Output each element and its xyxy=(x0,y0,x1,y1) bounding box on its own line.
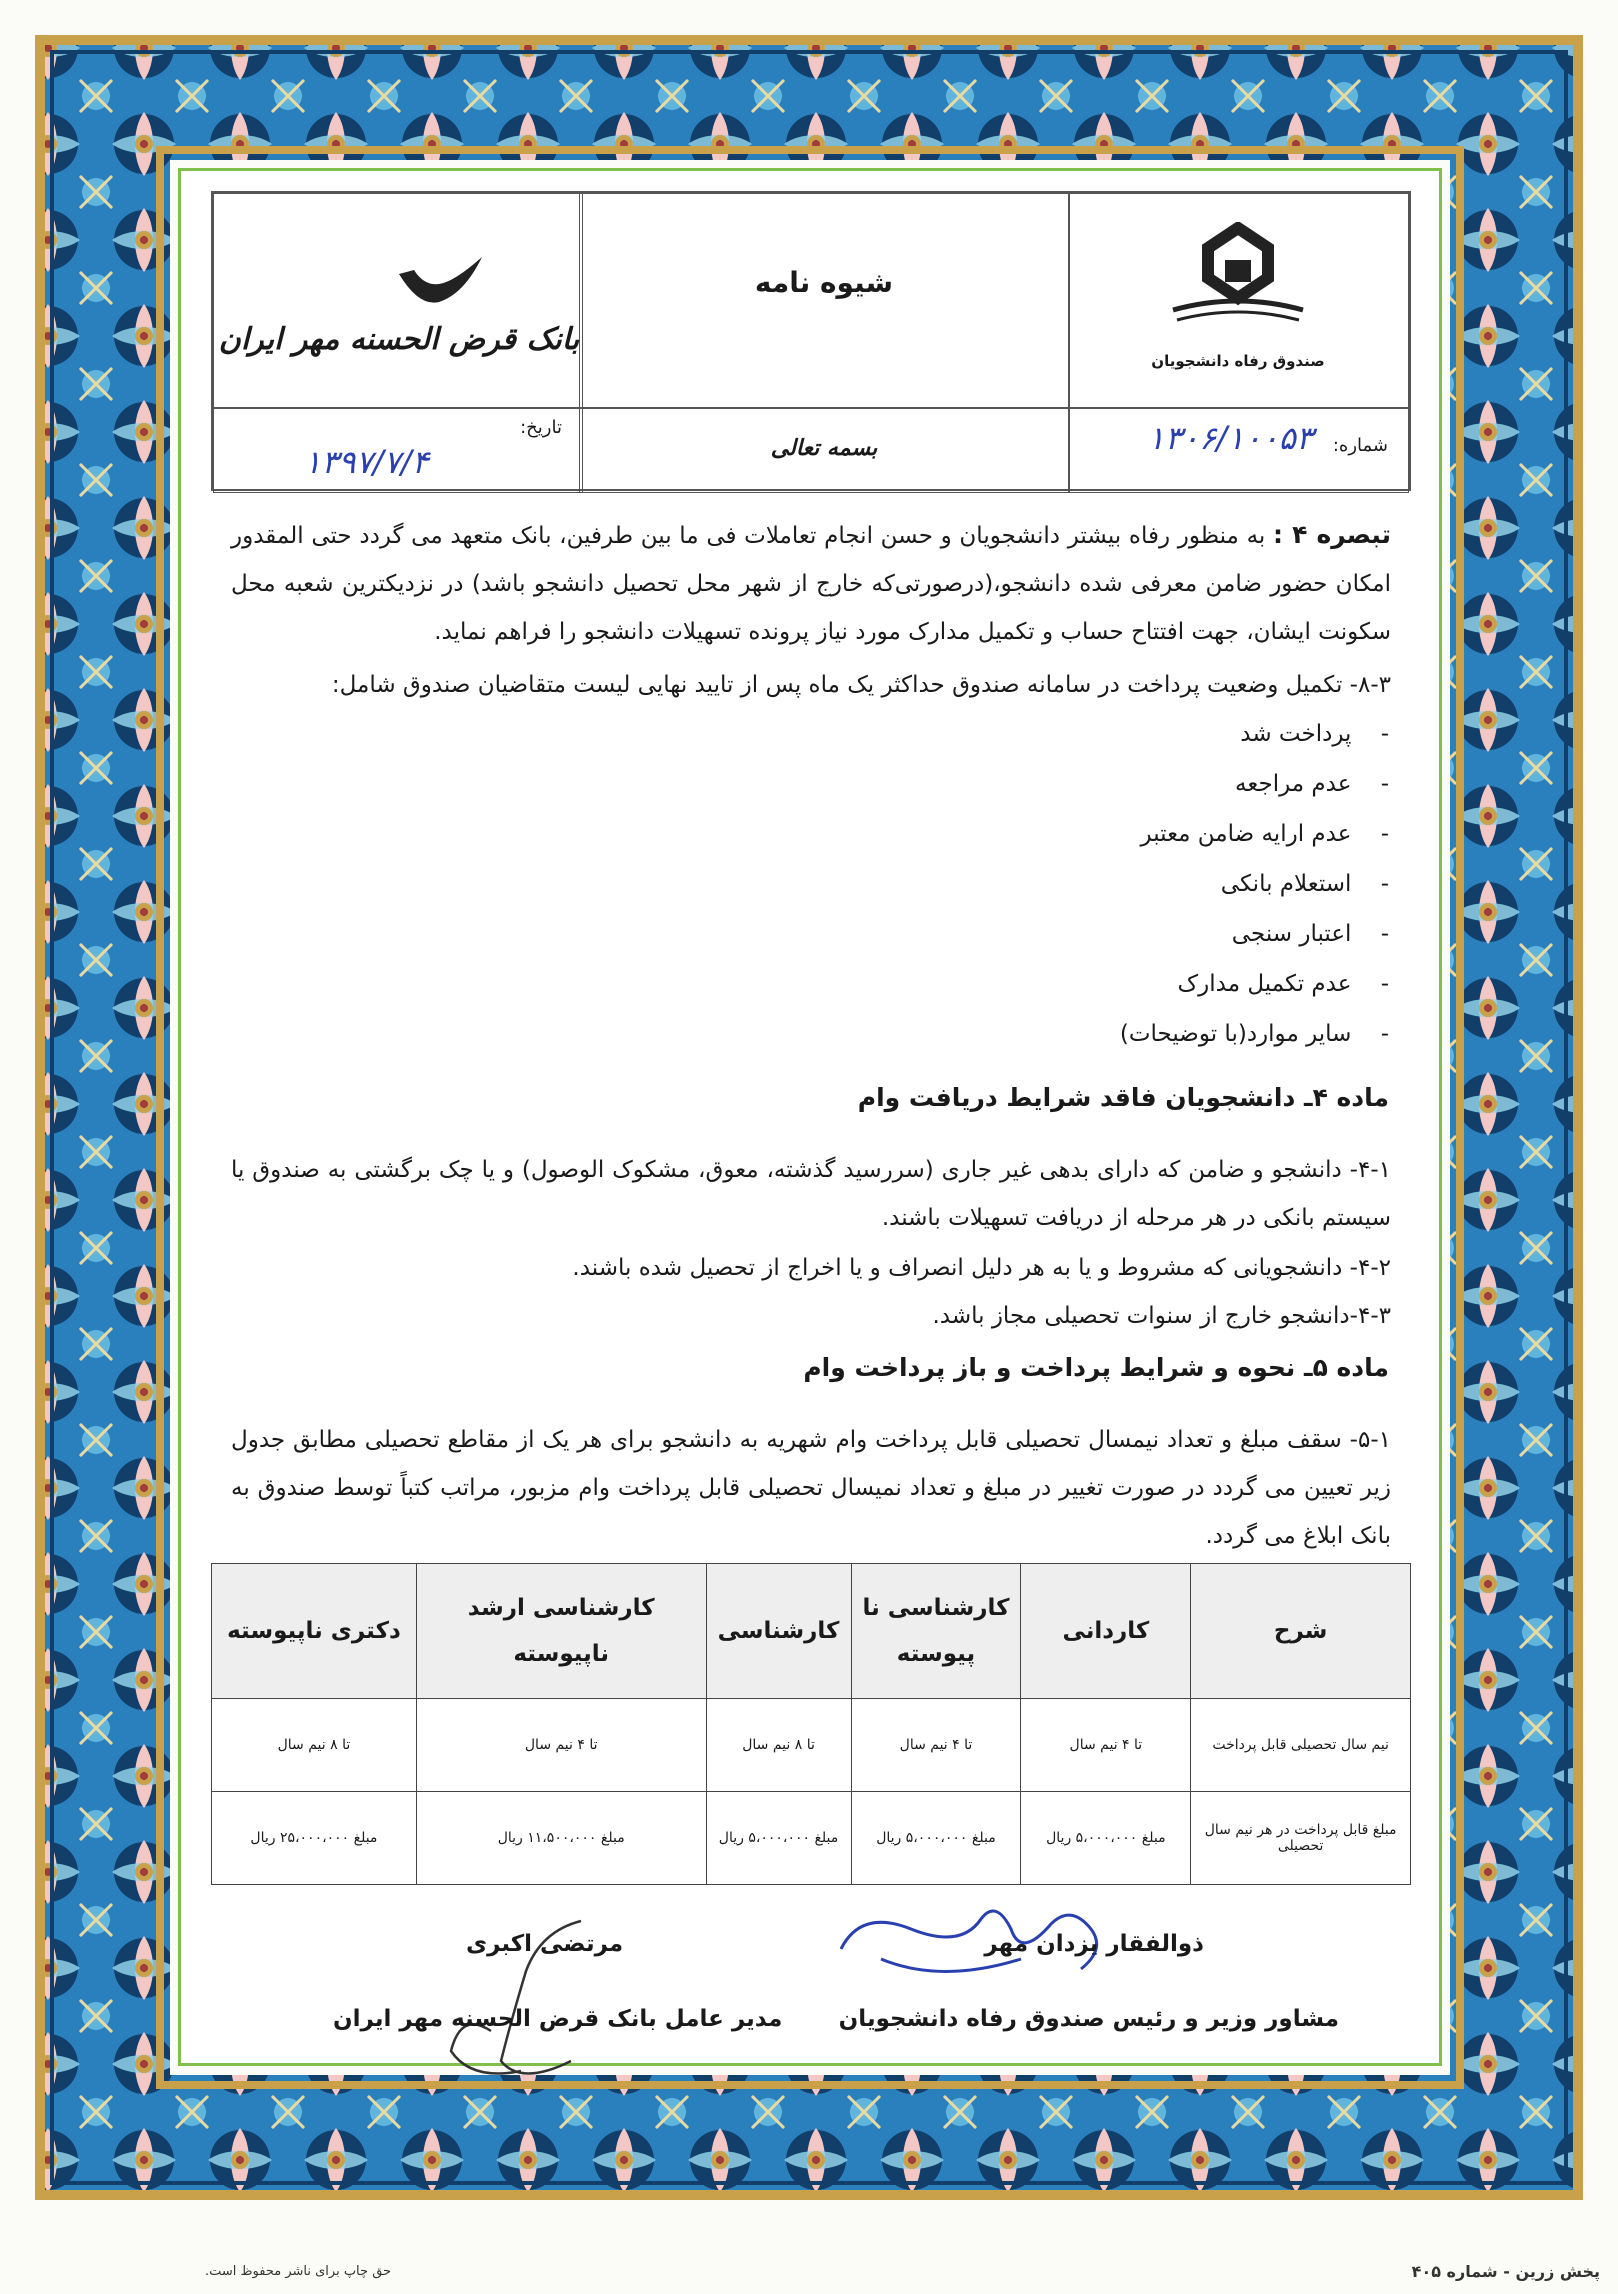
column-header: شرح xyxy=(1191,1564,1411,1699)
fund-name: صندوق رفاه دانشجویان xyxy=(1151,352,1325,370)
fund-logo-cell xyxy=(1069,193,1409,408)
number-cell xyxy=(1069,408,1409,493)
table-cell: تا ۸ نیم سال xyxy=(706,1699,851,1792)
table-cell: مبلغ ۵،۰۰۰،۰۰۰ ریال xyxy=(851,1792,1021,1885)
table-cell: مبلغ قابل پرداخت در هر نیم سال تحصیلی xyxy=(1191,1792,1411,1885)
date-value: ۱۳۹۷/۷/۴ xyxy=(304,443,429,481)
table-cell: تا ۸ نیم سال xyxy=(212,1699,417,1792)
title-cell xyxy=(579,193,1069,408)
article-4-2: ۴-۲- دانشجویانی که مشروط و یا به هر دلیل انصراف و یا اخراج از تحصیل شده باشند. xyxy=(572,1255,1391,1281)
document-page xyxy=(178,168,1442,2066)
bank-logo-cell xyxy=(213,193,583,408)
table-header-row xyxy=(212,1564,1411,1699)
list-item: - سایر موارد(با توضیحات) xyxy=(1119,1021,1389,1047)
bank-name: بانک قرض الحسنه مهر ایران xyxy=(218,322,580,357)
table-cell: نیم سال تحصیلی قابل پرداخت xyxy=(1191,1699,1411,1792)
note-4-text: به منظور رفاه بیشتر دانشجویان و حسن انجام تعاملات فی ما بین طرفین، بانک متعهد می گردد حتی المقدور امکان حضور ضامن معرفی شده دانشجو،(درصورتی‌که خارج از شهر محل تحصیل دانشجو باشد) در نزدیکترین شعبه محل سکونت ایشان، جهت افتتاح حساب و تکمیل مدارک مورد نیاز پرونده تسهیلات دانشجو را فراهم نماید. xyxy=(231,523,1391,645)
number-label: شماره: xyxy=(1332,435,1388,456)
column-header: کارشناسی xyxy=(706,1564,851,1699)
table-cell: مبلغ ۱۱،۵۰۰،۰۰۰ ریال xyxy=(416,1792,706,1885)
date-label: تاریخ: xyxy=(520,417,562,438)
table-cell: تا ۴ نیم سال xyxy=(851,1699,1021,1792)
table-cell: مبلغ ۵،۰۰۰،۰۰۰ ریال xyxy=(1021,1792,1191,1885)
basmala: بسمه تعالی xyxy=(770,435,878,461)
bank-logo-icon xyxy=(394,252,484,312)
article-4-title: ماده ۴ـ دانشجویان فاقد شرایط دریافت وام xyxy=(857,1083,1389,1112)
table-cell: تا ۴ نیم سال xyxy=(1021,1699,1191,1792)
column-header: کارشناسی ارشد ناپیوسته xyxy=(416,1564,706,1699)
copyright-footer: حق چاپ برای ناشر محفوظ است. xyxy=(205,2264,392,2279)
column-header: کاردانی xyxy=(1021,1564,1191,1699)
number-value: ۱۳۰۶/۱۰۰۵۳ xyxy=(1147,419,1313,457)
document-title: شیوه نامه xyxy=(754,266,894,299)
list-item: - عدم تکمیل مدارک xyxy=(1177,971,1389,997)
clause-8-3: ۸-۳- تکمیل وضعیت پرداخت در سامانه صندوق حداکثر یک ماه پس از تایید نهایی لیست متقاضیان صندوق شامل: xyxy=(331,672,1391,698)
fund-logo-icon xyxy=(1163,222,1313,332)
article-4-3: ۴-۳-دانشجو خارج از سنوات تحصیلی مجاز باشد. xyxy=(932,1303,1391,1329)
signatory-right-title: مشاور وزیر و رئیس صندوق رفاه دانشجویان xyxy=(838,2006,1339,2032)
date-cell xyxy=(213,408,583,493)
signatory-right-name: ذوالفقار یزدان مهر xyxy=(984,1931,1204,1957)
publication-footer: پخش زرین - شماره ۴۰۵ xyxy=(1411,2262,1600,2281)
signatory-left-name: مرتضی اکبری xyxy=(466,1931,624,1957)
list-item: - پرداخت شد xyxy=(1240,721,1389,747)
table-cell: مبلغ ۵،۰۰۰،۰۰۰ ریال xyxy=(706,1792,851,1885)
basmala-cell xyxy=(579,408,1069,493)
letter-header xyxy=(211,191,1411,491)
list-item: - اعتبار سنجی xyxy=(1231,921,1389,947)
note-4-label: تبصره ۴ : xyxy=(1273,520,1392,549)
table-row xyxy=(212,1792,1411,1885)
article-5-title: ماده ۵ـ نحوه و شرایط پرداخت و باز پرداخت وام xyxy=(803,1353,1389,1382)
table-cell: مبلغ ۲۵،۰۰۰،۰۰۰ ریال xyxy=(212,1792,417,1885)
article-4-1: ۴-۱- دانشجو و ضامن که دارای بدهی غیر جاری (سررسید گذشته، معوق، مشکوک الوصول) و یا چک برگشتی به صندوق یا سیستم بانکی در هر مرحله از دریافت تسهیلات باشند. xyxy=(231,1157,1391,1231)
column-header: کارشناسی نا پیوسته xyxy=(851,1564,1021,1699)
table-cell: تا ۴ نیم سال xyxy=(416,1699,706,1792)
loan-table xyxy=(211,1563,1411,1885)
list-item: - استعلام بانکی xyxy=(1220,871,1389,897)
article-5-1: ۵-۱- سقف مبلغ و تعداد نیمسال تحصیلی قابل پرداخت وام شهریه به دانشجو برای هر یک از مقاطع تحصیلی مطابق جدول زیر تعیین می گردد در صورت تغییر در مبلغ و تعداد نمیسال تحصیلی قابل پرداخت وام مزبور، مراتب کتباً توسط صندوق به بانک ابلاغ می گردد. xyxy=(231,1427,1391,1549)
signatory-left-title: مدیر عامل بانک قرض الحسنه مهر ایران xyxy=(333,2006,783,2032)
note-4 xyxy=(231,511,1391,656)
column-header: دکتری ناپیوسته xyxy=(212,1564,417,1699)
list-item: - عدم ارایه ضامن معتبر xyxy=(1140,821,1389,847)
list-item: - عدم مراجعه xyxy=(1235,771,1389,797)
table-row xyxy=(212,1699,1411,1792)
